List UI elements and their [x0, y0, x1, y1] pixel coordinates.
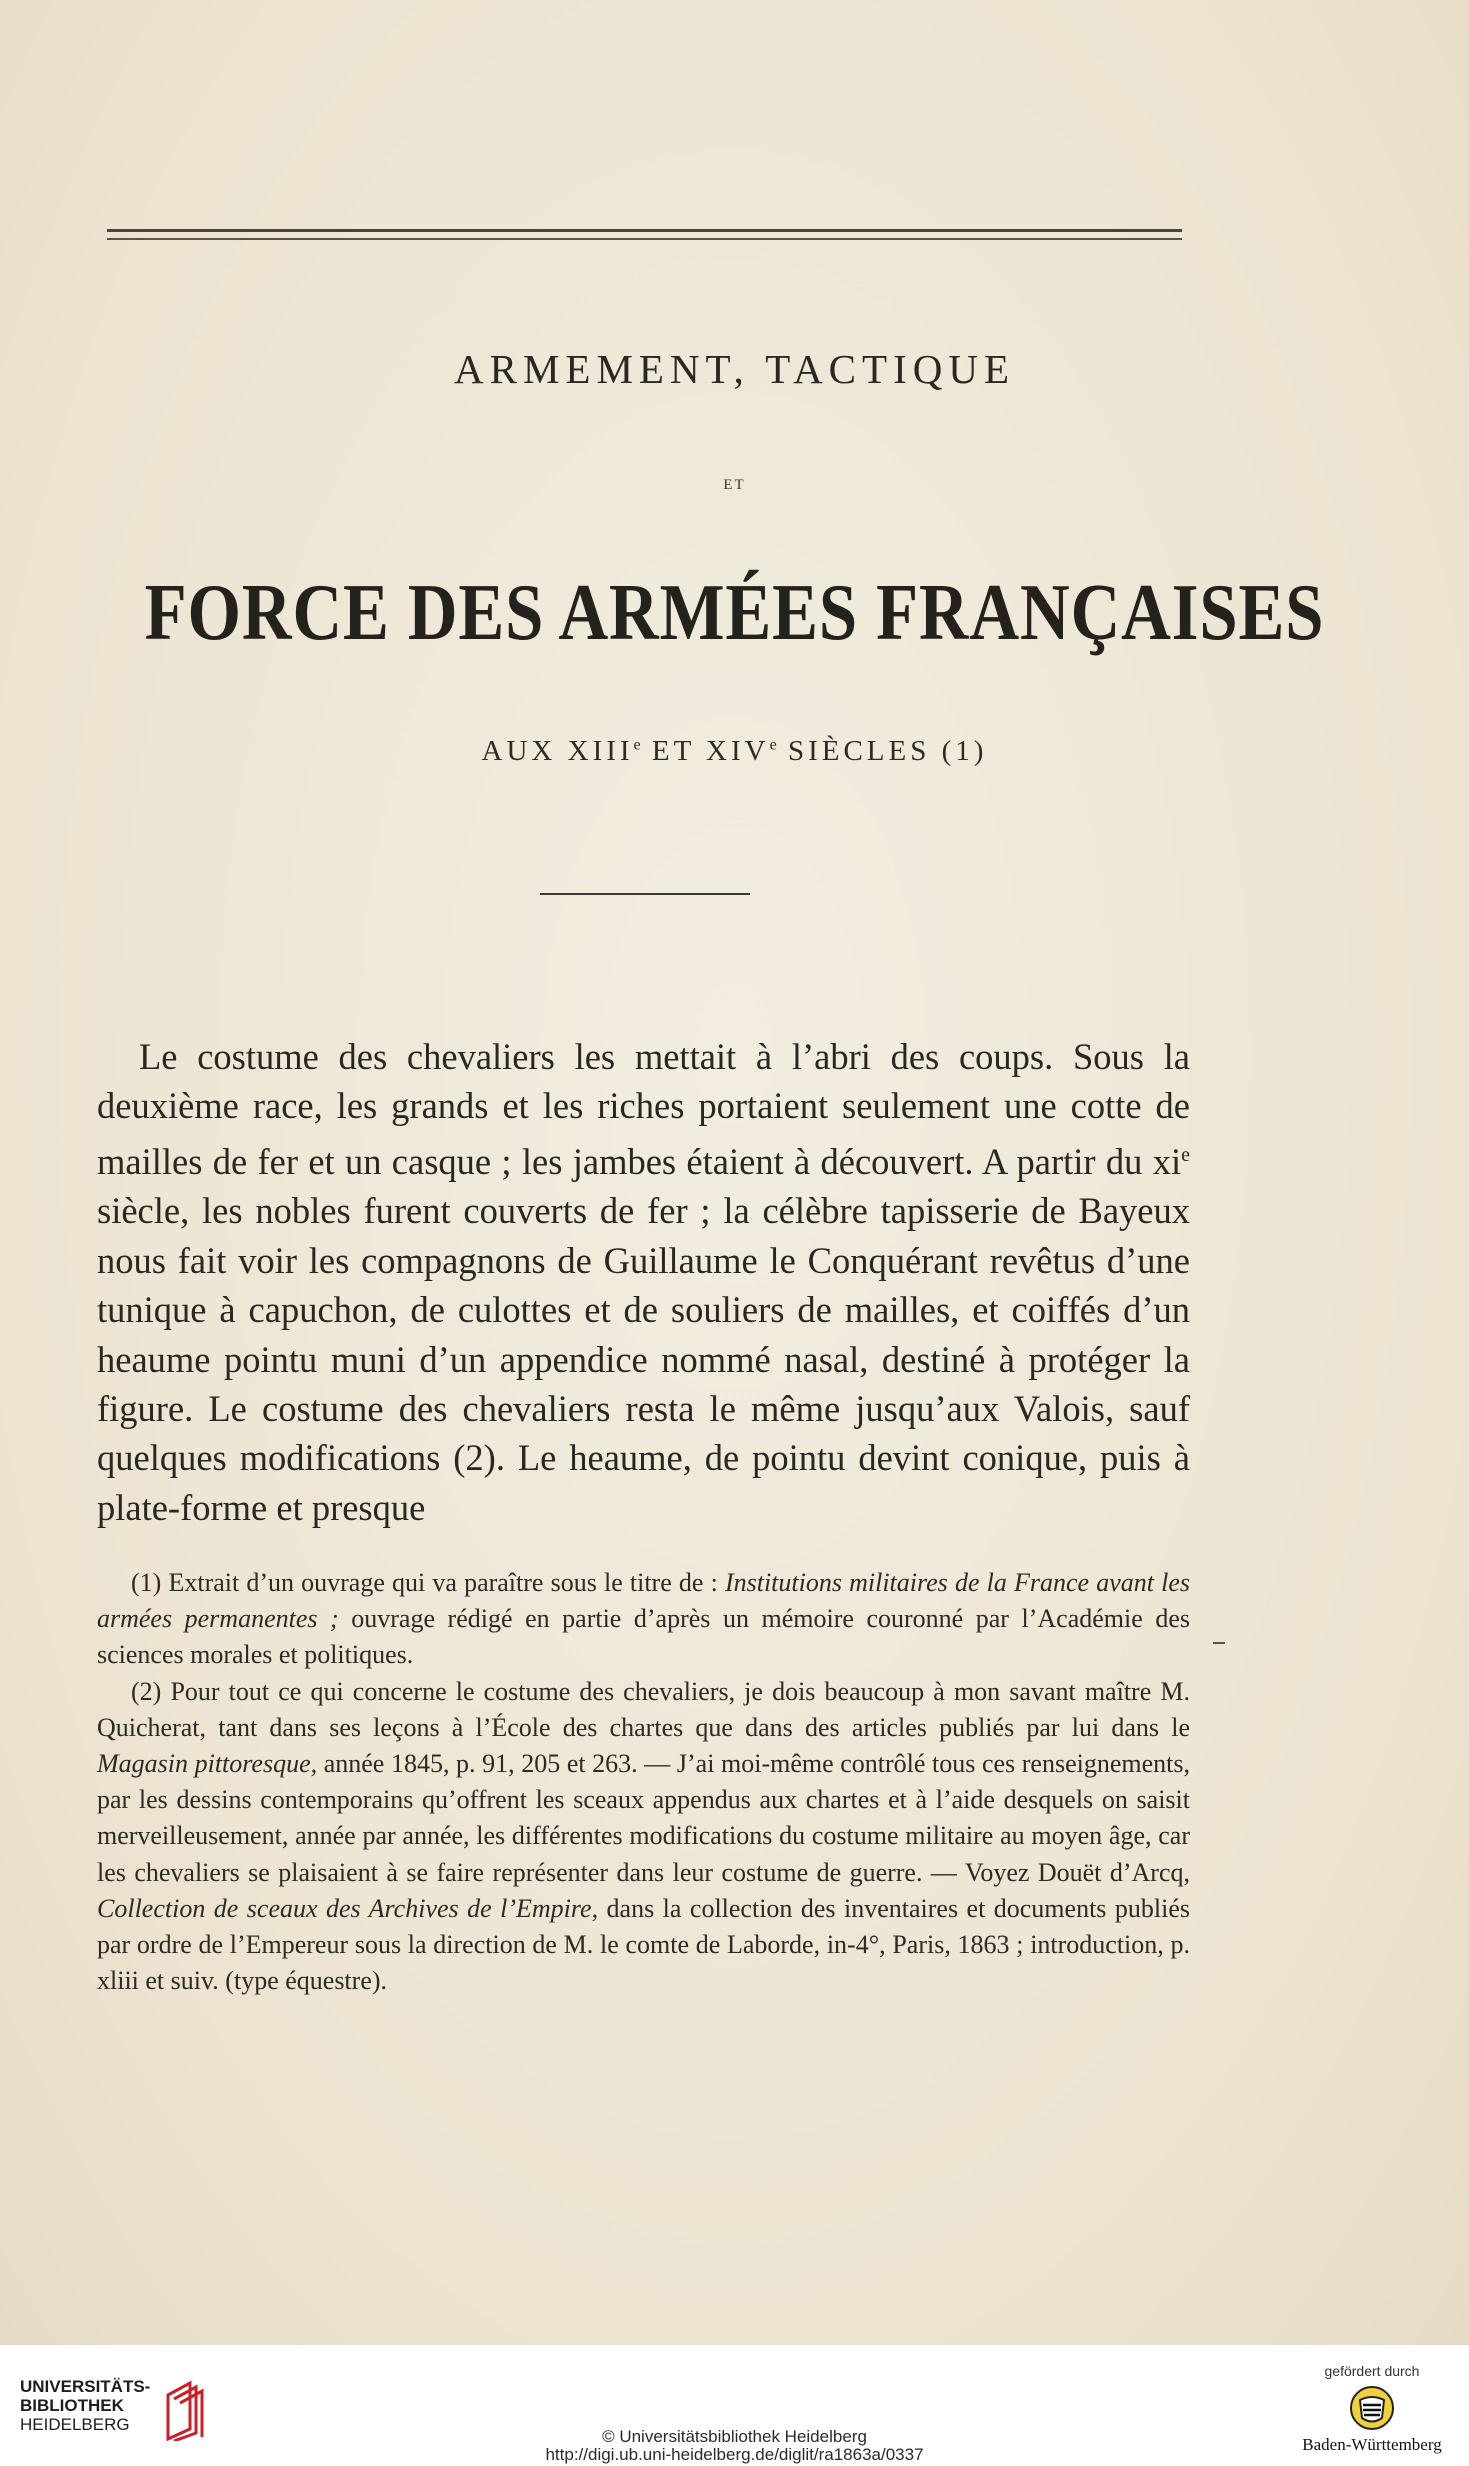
sponsor-block — [1297, 2363, 1447, 2455]
article-subtitle: AUX XIIIe ET XIVe SIÈCLES (1) — [481, 735, 988, 767]
sponsor-name: Baden-Württemberg — [1302, 2435, 1442, 2454]
title-separator-rule — [540, 893, 750, 895]
header-double-rule-top — [107, 229, 1182, 232]
copyright-notice: © Universitätsbibliothek Heidelberg — [602, 2427, 867, 2446]
library-name: UNIVERSITÄTS- BIBLIOTHEK HEIDELBERG — [20, 2377, 151, 2434]
state-crest-icon — [1349, 2385, 1395, 2431]
footnote-2: (2) Pour tout ce qui concerne le costume des chevaliers, je dois beaucoup à mon savant maître M. Quicherat, tant dans ses leçons à l’École des chartes que dans des articles publiés par lui dans le Magasin pittoresque, année 1845, p. 91, 205 et 263. — J’ai moi-même contrôlé tous ces renseignements, par les dessins contemporains qu’offrent les sceaux appendus aux chartes et à l’aide desquels on saisit merveilleusement, année par année, les différentes modifications du costume militaire au moyen âge, car les chevaliers se plaisaient à se faire représenter dans leur costume de guerre. — Voyez Douët d’Arcq, Collection de sceaux des Archives de l’Empire, dans la collection des inventaires et documents publiés par ordre de l’Empereur sous la direction de M. le comte de Laborde, in-4°, Paris, 1863 ; introduction, p. xliii et suiv. (type équestre). — [97, 1676, 1190, 1996]
footnotes — [97, 1565, 1190, 1999]
article-title-conjunction: ET — [723, 477, 746, 493]
article-title-line1: ARMEMENT, TACTIQUE — [453, 346, 1015, 392]
article-title-line2: FORCE DES ARMÉES FRANÇAISES — [144, 569, 1325, 657]
header-double-rule-bottom — [107, 238, 1182, 240]
permalink-url[interactable]: http://digi.ub.uni-heidelberg.de/diglit/ra1863a/0337 — [545, 2445, 924, 2464]
sponsor-label: gefördert durch — [1324, 2363, 1420, 2379]
footer-bar — [0, 2345, 1469, 2466]
footnote-1: (1) Extrait d’un ouvrage qui va paraître sous le titre de : Institutions militaires de la France avant les armées permanentes ; ouvrage rédigé en partie d’après un mémoire couronné par l’Académie des sciences morales et politiques. — [97, 1568, 1190, 1670]
margin-mark — [1213, 1642, 1225, 1644]
body-paragraph: Le costume des chevaliers les mettait à l’abri des coups. Sous la deuxième race, les grands et les riches portaient seulement une cotte de mailles de fer et un casque ; les jambes étaient à découvert. A partir du $xi^e$ siècle, les nobles furent couverts de fer ; la célèbre tapisserie de Bayeux nous fait voir les compagnons de Guillaume le Conquérant revêtus d’une tunique à capuchon, de culottes et de souliers de mailles, et coiffés d’un heaume pointu muni d’un appendice nommé nasal, destiné à protéger la figure. Le costume des chevaliers resta le même jusqu’aux Valois, sauf quelques modifications (2). Le heaume, de pointu devint conique, puis à plate-forme et presque — [97, 1036, 1190, 1528]
